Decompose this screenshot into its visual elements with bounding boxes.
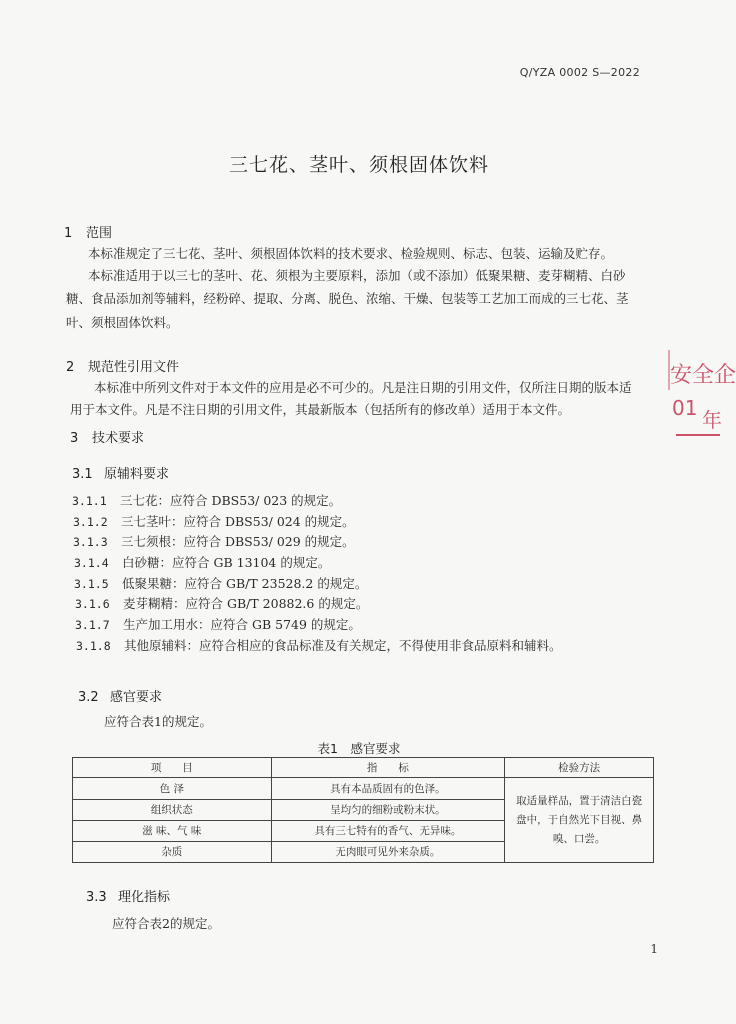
seal-edge: [668, 350, 670, 390]
header-item: 项 目: [73, 758, 272, 778]
page-title: 三七花、茎叶、须根固体饮料: [228, 154, 489, 176]
item-text: 低聚果糖：应符合 GB/T 23528.2 的规定。: [122, 576, 368, 591]
item-text: 三七须根：应符合 DBS53/ 029 的规定。: [121, 534, 355, 549]
cell-spec: 无肉眼可见外来杂质。: [271, 841, 505, 862]
item-number: 3.1.8: [76, 639, 111, 653]
scope-paragraph-2-line-2: 糖、食品添加剂等辅料，经粉碎、提取、分离、脱色、浓缩、干燥、包装等工艺加工而成的三七花、茎: [66, 291, 629, 306]
item-number: 3.1.6: [75, 597, 110, 611]
item-text: 三七茎叶：应符合 DBS53/ 024 的规定。: [121, 514, 355, 529]
cell-spec: 呈均匀的细粉或粉末状。: [271, 799, 505, 820]
section-title: 感官要求: [110, 690, 163, 705]
table-row: [73, 778, 654, 799]
list-item: [74, 574, 367, 592]
seal-text-2: 01: [672, 396, 698, 420]
header-spec: 指 标: [271, 758, 505, 778]
item-text: 生产加工用水：应符合 GB 5749 的规定。: [123, 617, 361, 632]
item-number: 3.1.7: [75, 618, 110, 632]
item-number: 3.1.5: [74, 577, 109, 591]
sensory-table: [72, 757, 654, 863]
section-title: 规范性引用文件: [88, 360, 180, 375]
header-method: 检验方法: [505, 758, 654, 778]
section-number: 3: [70, 431, 79, 446]
list-item: [75, 594, 368, 612]
list-item: [72, 491, 341, 509]
section-title: 技术要求: [92, 431, 145, 446]
subsection-heading-sensory: [78, 686, 162, 705]
section-heading-tech: [70, 427, 144, 446]
scope-paragraph-1: 本标准规定了三七花、茎叶、须根固体饮料的技术要求、检验规则、标志、包装、运输及贮存。: [88, 246, 614, 261]
cell-item: 滋 味、气 味: [73, 820, 272, 841]
section-number: 1: [64, 226, 73, 241]
item-text: 麦芽糊精：应符合 GB/T 20882.6 的规定。: [123, 596, 369, 611]
section-number: 3.1: [72, 467, 93, 482]
seal-text-3: 年: [702, 408, 722, 432]
list-item: [74, 553, 330, 571]
item-text: 三七花：应符合 DBS53/ 023 的规定。: [120, 493, 342, 508]
list-item: [76, 636, 562, 654]
scope-paragraph-2-line-3: 叶、须根固体饮料。: [66, 315, 179, 330]
section-title: 范围: [86, 226, 113, 241]
subsection-heading-raw: [72, 463, 169, 482]
table-header-row: [73, 758, 654, 778]
page-number: 1: [650, 942, 658, 956]
item-number: 3.1.2: [73, 515, 108, 529]
seal-line: [676, 434, 720, 436]
cell-item: 组织状态: [73, 799, 272, 820]
list-item: [73, 532, 355, 550]
item-number: 3.1.3: [73, 535, 108, 549]
cell-method: 取适量样品，置于清洁白瓷盘中，于自然光下目视、鼻嗅、口尝。: [505, 778, 654, 863]
section-number: 3.3: [86, 890, 107, 905]
scope-paragraph-2-line-1: 本标准适用于以三七的茎叶、花、须根为主要原料，添加（或不添加）低聚果糖、麦芽糊精、白砂: [88, 268, 626, 283]
section-title: 原辅料要求: [104, 467, 170, 482]
item-number: 3.1.4: [74, 556, 109, 570]
sensory-intro: 应符合表1的规定。: [104, 714, 212, 729]
seal-text-1: 安全企: [670, 363, 736, 388]
normative-paragraph-line-1: 本标准中所列文件对于本文件的应用是必不可少的。凡是注日期的引用文件，仅所注日期的版本适: [94, 380, 632, 395]
section-heading-scope: [64, 222, 112, 241]
physchem-intro: 应符合表2的规定。: [112, 916, 220, 931]
list-item: [75, 615, 361, 633]
cell-item: 杂质: [73, 841, 272, 862]
table-caption: 表1 感官要求: [317, 741, 401, 756]
subsection-heading-physchem: [86, 886, 170, 905]
section-heading-normative: [66, 356, 179, 375]
list-item: [73, 512, 355, 530]
section-number: 2: [66, 360, 75, 375]
section-title: 理化指标: [118, 890, 171, 905]
item-number: 3.1.1: [72, 494, 107, 508]
item-text: 其他原辅料：应符合相应的食品标准及有关规定，不得使用非食品原料和辅料。: [124, 638, 562, 653]
cell-item: 色 泽: [73, 778, 272, 799]
seal-stamp: [668, 350, 736, 445]
cell-spec: 具有本品质固有的色泽。: [271, 778, 505, 799]
normative-paragraph-line-2: 用于本文件。凡是不注日期的引用文件，其最新版本（包括所有的修改单）适用于本文件。: [70, 402, 571, 417]
cell-spec: 具有三七特有的香气、无异味。: [271, 820, 505, 841]
standard-code: Q/YZA 0002 S—2022: [519, 66, 640, 79]
item-text: 白砂糖：应符合 GB 13104 的规定。: [122, 555, 331, 570]
section-number: 3.2: [78, 690, 99, 705]
